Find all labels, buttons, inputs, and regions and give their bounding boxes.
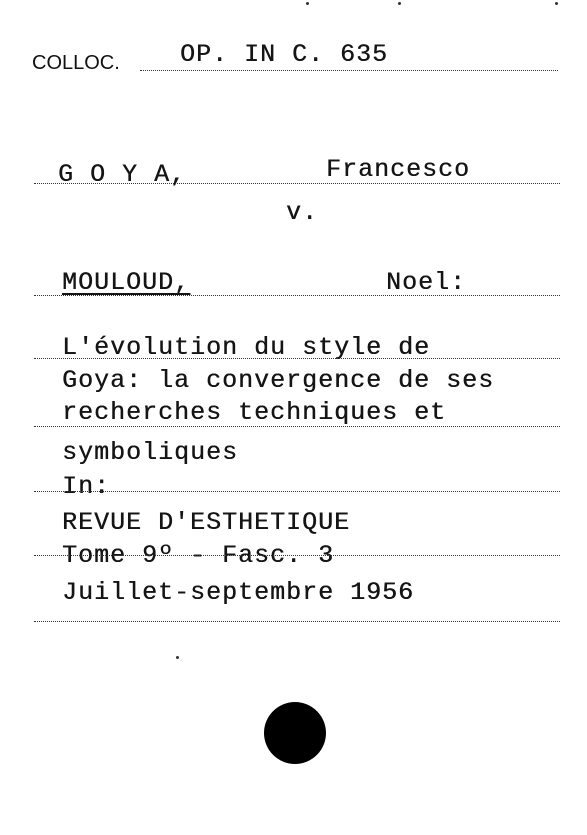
journal-title: REVUE D'ESTHETIQUE [62, 508, 351, 537]
in-label: In: [62, 472, 111, 501]
rule-author [34, 295, 560, 296]
rule-subject [34, 183, 560, 184]
title-line-1: L'évolution du style de [62, 333, 431, 362]
rule-date [34, 621, 560, 622]
rule-issue [34, 555, 560, 556]
author-first-name: Noel: [386, 268, 467, 297]
see-reference: v. [286, 198, 319, 227]
author-surname: MOULOUD, [62, 268, 191, 297]
journal-issue: Tome 9º - Fasc. 3 [62, 541, 335, 570]
speck-top-3 [555, 2, 558, 5]
rule-in [34, 491, 560, 492]
rule-title-3 [34, 426, 560, 427]
speck-top-1 [306, 2, 309, 5]
rule-colloc [140, 70, 558, 71]
rule-title-1 [34, 358, 560, 359]
call-number: OP. IN C. 635 [180, 40, 389, 69]
title-line-2: Goya: la convergence de ses [62, 366, 495, 395]
subject-name: G O Y A, [58, 160, 187, 189]
publication-date: Juillet-septembre 1956 [62, 578, 415, 607]
subject-first-name: Francesco [326, 155, 471, 184]
title-line-4: symboliques [62, 438, 239, 467]
title-line-3: recherches techniques et [62, 398, 447, 427]
speck-top-2 [398, 2, 401, 5]
punch-hole [264, 702, 326, 764]
speck-mid [176, 656, 179, 659]
colloc-label: COLLOC. [32, 52, 120, 74]
